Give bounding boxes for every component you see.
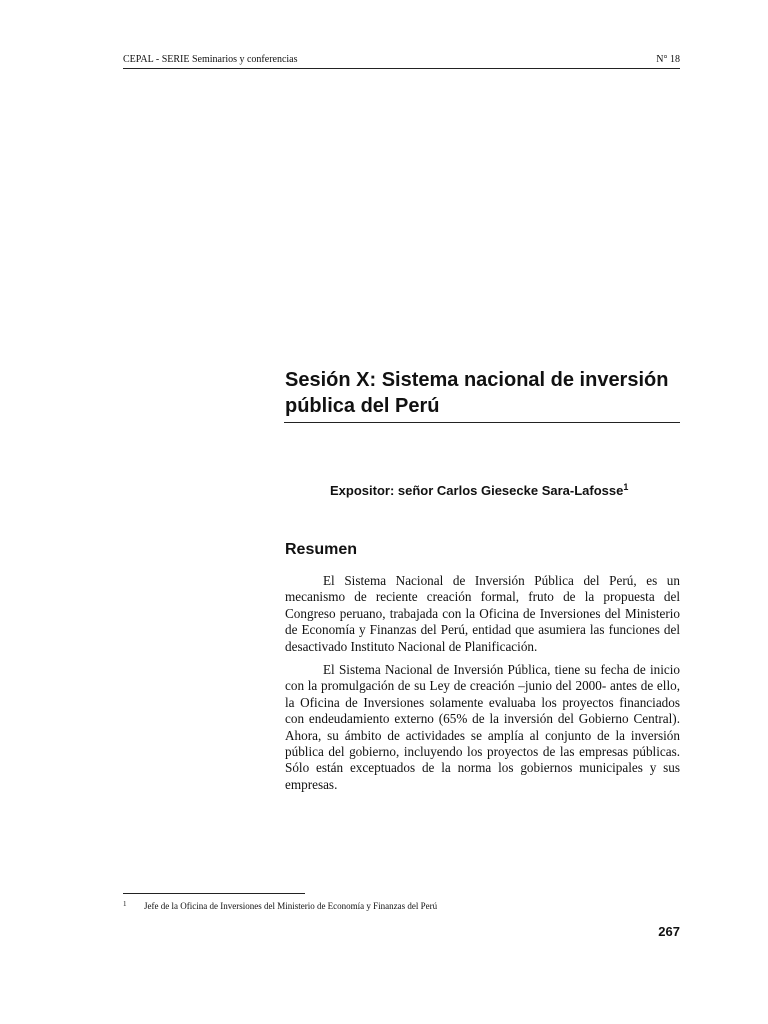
title-underline <box>284 422 680 423</box>
footnote-mark: 1 <box>123 900 127 908</box>
footnote-text: Jefe de la Oficina de Inversiones del Ministerio de Economía y Finanzas del Perú <box>144 901 438 911</box>
footnote-divider <box>123 893 305 894</box>
session-title: Sesión X: Sistema nacional de inversión pública del Perú <box>285 369 669 417</box>
summary-body <box>285 573 680 800</box>
summary-paragraph: El Sistema Nacional de Inversión Pública del Perú, es un mecanismo de reciente creación formal, fruto de la propuesta del Congreso peruano, trabajada con la Oficina de Inversiones del Ministerio de Economía y Finanzas del Perú, entidad que asumiera las funciones del desactivado Instituto Nacional de Planificación. <box>285 573 680 654</box>
footnote-reference: 1 <box>623 482 629 492</box>
running-header <box>123 54 680 69</box>
series-number: N° 18 <box>656 54 680 65</box>
summary-paragraph: El Sistema Nacional de Inversión Pública, tiene su fecha de inicio con la promulgación de su Ley de creación –junio del 2000- antes de ello, la Oficina de Inversiones solamente evaluaba los proyectos financiados con endeudamiento externo (65% de la inversión del Gobierno Central). Ahora, su ámbito de actividades se amplía al conjunto de la inversión pública del gobierno, incluyendo los proyectos de las empresas públicas. Sólo están exceptuados de la norma los gobiernos municipales y sus empresas. <box>285 662 680 792</box>
speaker-name: Expositor: señor Carlos Giesecke Sara-Lafosse <box>330 483 624 498</box>
speaker-line <box>330 482 690 500</box>
page-number: 267 <box>658 924 680 939</box>
series-name: CEPAL - SERIE Seminarios y conferencias <box>123 54 298 65</box>
summary-heading: Resumen <box>285 541 358 558</box>
